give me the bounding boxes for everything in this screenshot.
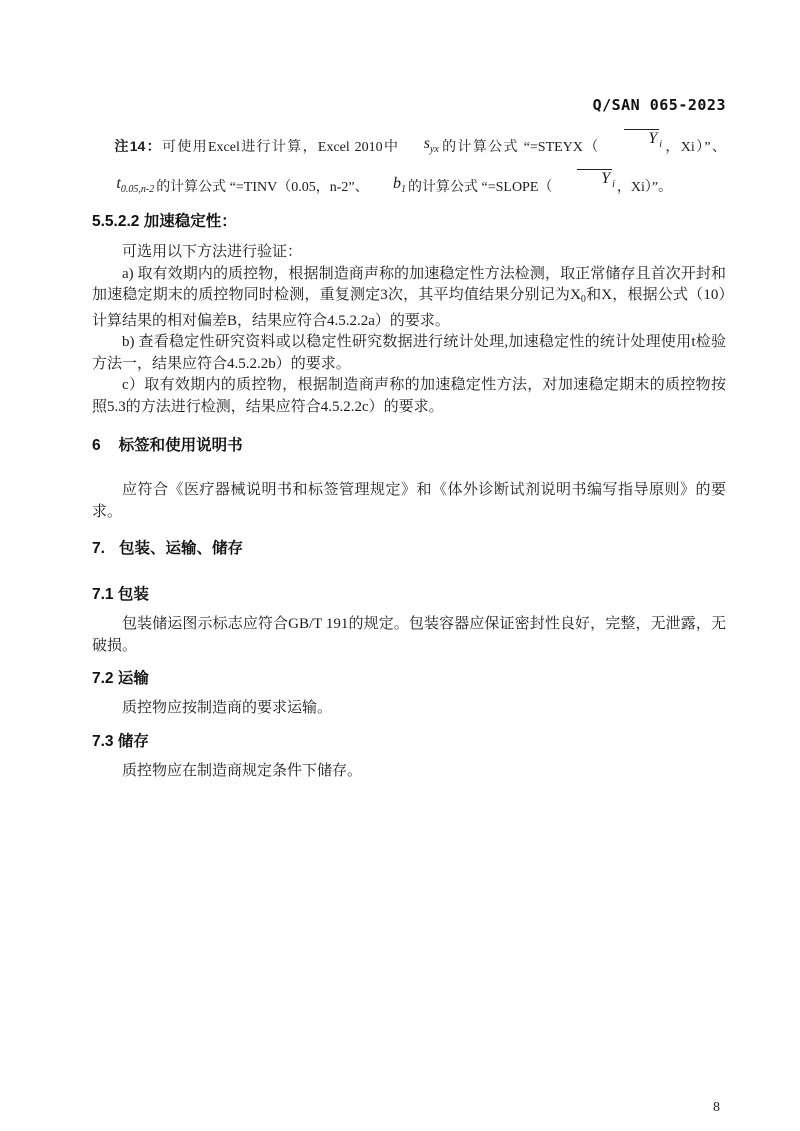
- note-14-text: ，Xi）”。: [616, 180, 673, 195]
- item-a-subscript: 0: [580, 294, 586, 305]
- y-bar: [577, 169, 612, 187]
- heading-7-title: 包装、运输、储存: [118, 540, 243, 557]
- paragraph-7-2: 质控物应按制造商的要求运输。: [122, 700, 333, 716]
- note-14-text: 的计算公式 “=SLOPE（: [408, 180, 553, 195]
- formula-y-sub: i: [659, 139, 663, 150]
- heading-7-number: 7.: [92, 540, 105, 557]
- heading-7-3: 7.3 储存: [92, 732, 149, 750]
- formula-y-base: Y: [601, 170, 611, 187]
- page-number: 8: [713, 1100, 720, 1115]
- formula-s-sub: yx: [429, 144, 439, 155]
- paragraph-item-a: [92, 264, 726, 333]
- note-14-text: ，Xi）”、: [664, 140, 726, 155]
- heading-6: [92, 436, 726, 456]
- paragraph-item-b: b) 查看稳定性研究资料或以稳定性研究数据进行统计处理,加速稳定性的统计处理使用t检验方法一，结果应符合4.5.2.2b）的要求。: [92, 334, 726, 372]
- item-a-text: 和X，根据公式（10）计算结果的相对偏差B，结果应符合4.5.2.2a）的要求。: [92, 287, 726, 329]
- heading-7: [92, 539, 726, 559]
- note-14: [92, 126, 726, 208]
- formula-y-bar-i-2: [554, 169, 614, 190]
- note-14-label: 注14：: [114, 138, 162, 154]
- paragraph-item-c: c）取有效期内的质控物，根据制造商声称的加速稳定性方法，对加速稳定期末的质控物按照5.3的方法进行检测，结果应符合4.5.2.2c）的要求。: [92, 377, 726, 415]
- formula-b1: [371, 176, 406, 195]
- heading-6-number: 6: [92, 437, 101, 454]
- paragraph-7-1: 包装储运图示标志应符合GB/T 191的规定。包装容器应保证密封性良好，完整，无泄露，无破损。: [92, 616, 726, 654]
- item-a-text: a) 取有效期内的质控物，根据制造商声称的加速稳定性方法检测，取正常储存且首次开封和加速稳定期末的质控物同时检测，重复测定3次，其平均值结果分别记为X: [92, 265, 726, 303]
- formula-t-sub: 0.05,n-2: [120, 184, 155, 195]
- note-14-text: 可使用Excel进行计算，Excel 2010中: [161, 140, 400, 155]
- doc-code-header: Q/SAN 065-2023: [592, 96, 726, 114]
- paragraph-intro: 可选用以下方法进行验证：: [122, 244, 303, 260]
- heading-6-title: 标签和使用说明书: [118, 437, 243, 454]
- heading-7-2: 7.2 运输: [92, 670, 149, 687]
- y-bar: [624, 129, 659, 147]
- heading-7-1: 7.1 包装: [92, 586, 149, 603]
- formula-t-base: t: [116, 175, 121, 192]
- note-14-text: 的计算公式 “=STEYX（: [440, 140, 600, 155]
- formula-s-base: s: [423, 135, 430, 152]
- formula-t-005: [94, 176, 154, 195]
- formula-y-base: Y: [648, 130, 658, 147]
- formula-b-sub: 1: [401, 184, 406, 195]
- heading-5-5-2-2: 5.5.2.2 加速稳定性：: [92, 213, 237, 230]
- note-14-text: 的计算公式 “=TINV（0.05，n-2”、: [156, 180, 369, 195]
- page-content: [92, 96, 726, 782]
- formula-b-base: b: [393, 175, 401, 192]
- formula-s-yx: [401, 136, 439, 155]
- paragraph-6: 应符合《医疗器械说明书和标签管理规定》和《体外诊断试剂说明书编写指导原则》的要求。: [92, 482, 726, 520]
- paragraph-7-3: 质控物应在制造商规定条件下储存。: [122, 762, 363, 779]
- formula-y-bar-i: [602, 129, 662, 150]
- formula-y-sub: i: [612, 179, 615, 190]
